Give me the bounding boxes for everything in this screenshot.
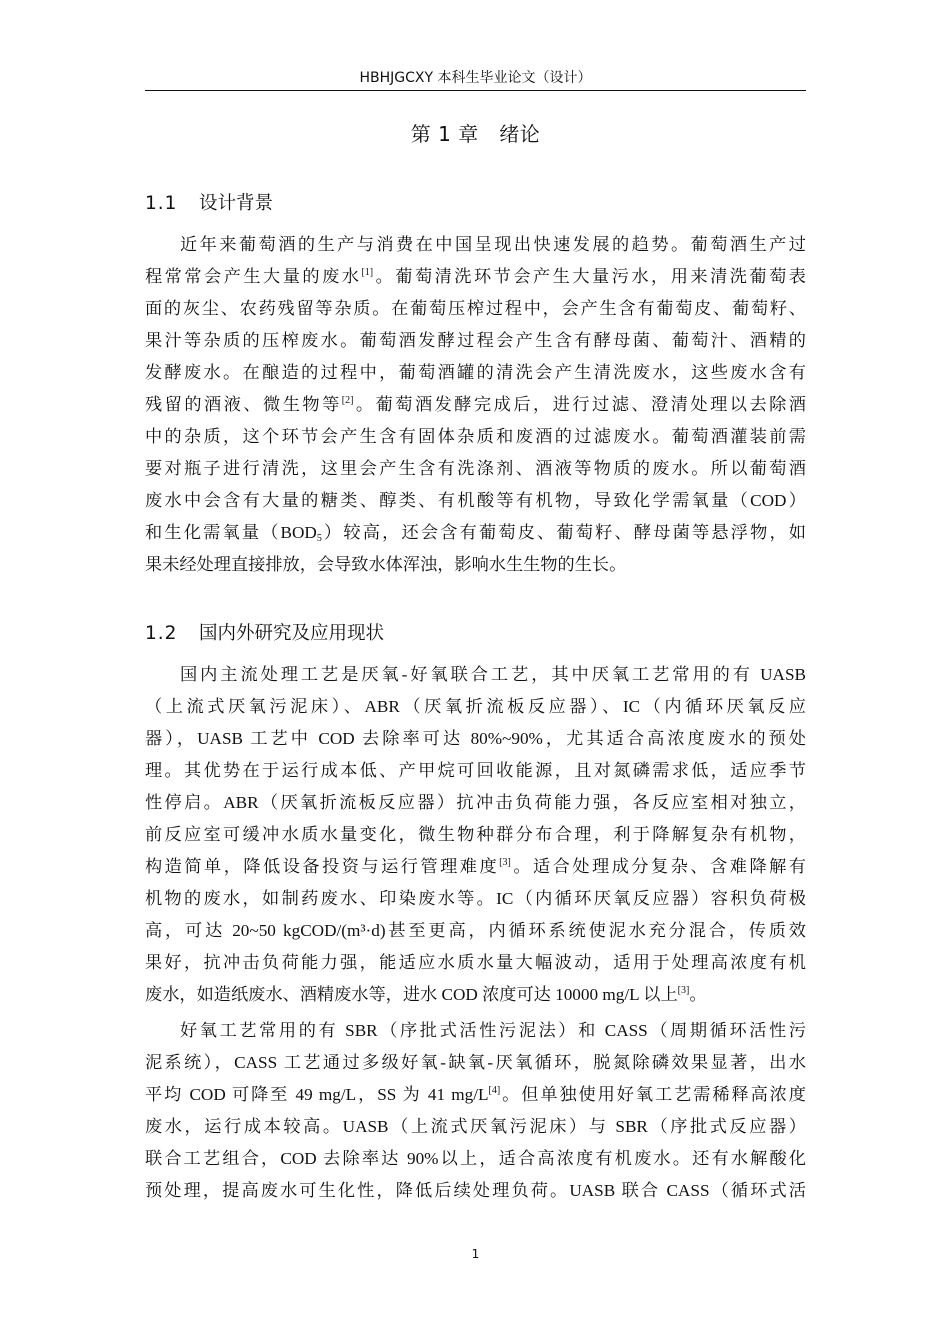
section-number: 1.2 bbox=[145, 623, 178, 644]
citation: [2] bbox=[341, 395, 354, 406]
text-line: 国内主流处理工艺是厌氧-好氧联合工艺，其中厌氧工艺常用的有 UASB bbox=[180, 665, 806, 684]
text-line: 和生化需氧量$(BOD_5)$较高，还会含有葡萄皮、葡萄籽、酵母菌等悬浮物，如 bbox=[145, 523, 806, 544]
subscript: 5 bbox=[316, 533, 322, 544]
chapter-title: 第 1 章 绪论 bbox=[410, 122, 541, 146]
text-line: 理。其优势在于运行成本低、产甲烷可回收能源，且对氮磷需求低，适应季节 bbox=[145, 761, 806, 780]
citation: [1] bbox=[361, 267, 374, 278]
citation: [3] bbox=[499, 857, 511, 868]
text-line: 构造简单，降低设备投资与运行管理难度[3]。适合处理成分复杂、含难降解有 bbox=[145, 857, 806, 876]
text-line: 发酵废水。在酿造的过程中，葡萄酒罐的清洗会产生清洗废水，这些废水含有 bbox=[145, 363, 806, 382]
text-line: 面的灰尘、农药残留等杂质。在葡萄压榨过程中，会产生含有葡萄皮、葡萄籽、 bbox=[145, 299, 806, 318]
text-line: 废水中会含有大量的糖类、醇类、有机酸等有机物，导致化学需氧量（COD） bbox=[145, 491, 806, 510]
text-line: 果未经处理直接排放，会导致水体浑浊，影响水生生物的生长。 bbox=[145, 555, 627, 574]
text-line: 中的杂质，这个环节会产生含有固体杂质和废酒的过滤废水。葡萄酒灌装前需 bbox=[145, 427, 806, 446]
text-line: 果汁等杂质的压榨废水。葡萄酒发酵过程会产生含有酵母菌、葡萄汁、酒精的 bbox=[145, 331, 806, 350]
text-line: 联合工艺组合，COD 去除率达 90%以上，适合高浓度有机废水。还有水解酸化 bbox=[145, 1149, 806, 1168]
text-line: 果好，抗冲击负荷能力强，能适应水质水量大幅波动，适用于处理高浓度有机 bbox=[145, 953, 806, 972]
text-line: 预处理，提高废水可生化性，降低后续处理负荷。UASB 联合 CASS（循环式活 bbox=[145, 1181, 806, 1200]
page-number: 1 bbox=[471, 1247, 480, 1261]
text-line: 前反应室可缓冲水质水量变化，微生物种群分布合理，利于降解复杂有机物， bbox=[145, 825, 806, 844]
section-number: 1.1 bbox=[145, 193, 178, 214]
text-line: 残留的酒液、微生物等[2]。葡萄酒发酵完成后，进行过滤、澄清处理以去除酒 bbox=[145, 395, 806, 414]
text-line: 平均 COD 可降至 49 mg/L，SS 为 41 mg/L[4]。但单独使用好氧工艺需稀释高浓度 bbox=[145, 1085, 806, 1104]
text-line: 性停启。ABR（厌氧折流板反应器）抗冲击负荷能力强，各反应室相对独立， bbox=[145, 793, 806, 812]
text-line: 泥系统），CASS 工艺通过多级好氧-缺氧-厌氧循环，脱氮除磷效果显著，出水 bbox=[145, 1053, 806, 1072]
text-line: 近年来葡萄酒的生产与消费在中国呈现出快速发展的趋势。葡萄酒生产过 bbox=[180, 235, 806, 254]
text-line: 器），UASB 工艺中 COD 去除率可达 80%~90%，尤其适合高浓度废水的预处 bbox=[145, 729, 806, 748]
section-heading-1-2 bbox=[145, 620, 806, 648]
text-line: 程常常会产生大量的废水[1]。葡萄清洗环节会产生大量污水，用来清洗葡萄表 bbox=[145, 267, 806, 286]
text-line: 高，可达 20~50 kgCOD/(m³·d)甚至更高，内循环系统使泥水充分混合，传质效 bbox=[145, 921, 806, 940]
section-heading-1-1 bbox=[145, 190, 806, 218]
section-title-text: 设计背景 bbox=[199, 193, 274, 214]
paragraph-aerobic-process bbox=[145, 1015, 806, 1207]
text-line: 废水，运行成本较高。UASB（上流式厌氧污泥床）与 SBR（序批式反应器） bbox=[145, 1117, 806, 1136]
section-title-text: 国内外研究及应用现状 bbox=[199, 623, 385, 644]
citation: [4] bbox=[488, 1085, 501, 1096]
header-divider bbox=[145, 90, 806, 91]
text-line: 废水，如造纸废水、酒精废水等，进水 COD 浓度可达 10000 mg/L 以上[3]。 bbox=[145, 985, 707, 1004]
citation: [3] bbox=[677, 985, 690, 996]
paragraph-design-background bbox=[145, 229, 806, 581]
text-line: 好氧工艺常用的有 SBR（序批式活性污泥法）和 CASS（周期循环活性污 bbox=[180, 1021, 806, 1040]
page-header: HBHJGCXY 本科生毕业论文（设计） bbox=[359, 70, 592, 86]
text-line: （上流式厌氧污泥床）、ABR（厌氧折流板反应器）、IC（内循环厌氧反应 bbox=[145, 697, 806, 716]
paragraph-domestic-research bbox=[145, 659, 806, 1011]
text-line: 要对瓶子进行清洗，这里会产生含有洗涤剂、酒液等物质的废水。所以葡萄酒 bbox=[145, 459, 806, 478]
text-line: 机物的废水，如制药废水、印染废水等。IC（内循环厌氧反应器）容积负荷极 bbox=[145, 889, 806, 908]
